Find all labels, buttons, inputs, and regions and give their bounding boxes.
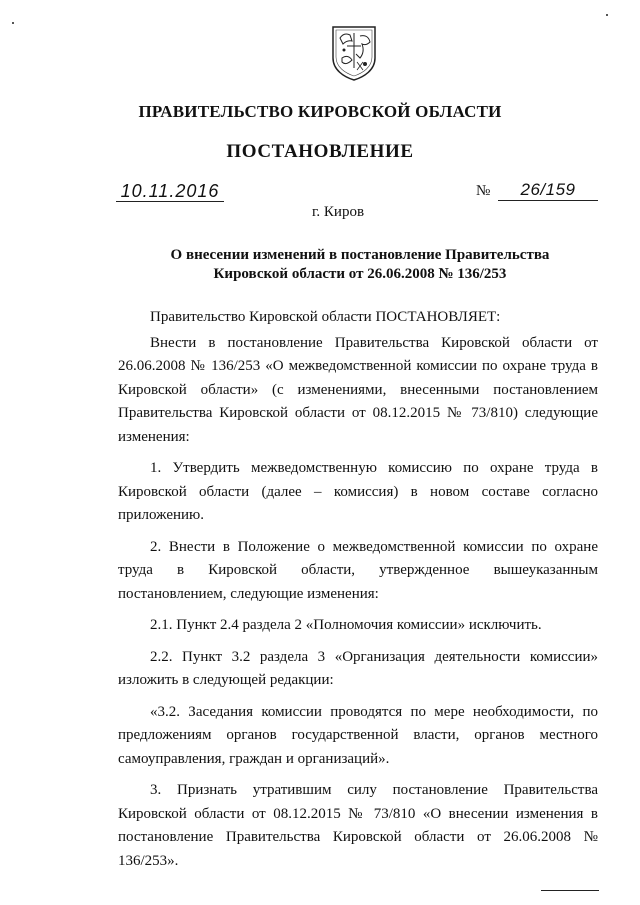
document-date: 10.11.2016 xyxy=(116,181,224,202)
document-number: 26/159 xyxy=(498,180,598,201)
scan-speck xyxy=(606,14,608,16)
organization-name: ПРАВИТЕЛЬСТВО КИРОВСКОЙ ОБЛАСТИ xyxy=(138,102,502,121)
kirov-region-coat-of-arms-icon xyxy=(330,24,378,82)
document-title: О внесении изменений в постановление Правительства Кировской области от 26.06.2008 № 136/253 xyxy=(170,247,550,282)
scan-speck xyxy=(12,22,14,24)
item-2-2-quote-paragraph: «3.2. Заседания комиссии проводятся по мере необходимости, по предложениям органов государственной власти, органов местного самоуправления, граждан и организаций». xyxy=(118,703,598,767)
document-type: ПОСТАНОВЛЕНИЕ xyxy=(226,141,414,162)
item-2-paragraph: 2. Внести в Положение о межведомственной комиссии по охране труда в Кировской области, утвержденное вышеуказанным постановлением, следующие изменения: xyxy=(118,538,598,602)
city-name: г. Киров xyxy=(311,204,365,220)
item-2-2-paragraph: 2.2. Пункт 3.2 раздела 3 «Организация деятельности комиссии» изложить в следующей редакции: xyxy=(118,648,598,688)
document-body xyxy=(118,306,598,873)
resolves-paragraph: Правительство Кировской области ПОСТАНОВЛЯЕТ: xyxy=(150,309,501,325)
footer-rule xyxy=(541,890,599,891)
item-3-paragraph: 3. Признать утратившим силу постановление Правительства Кировской области от 08.12.2015 № 73/810 «О внесении изменения в постановление Правительства Кировской области от 26.06.2008 № 136/253». xyxy=(118,782,598,869)
item-1-paragraph: 1. Утвердить межведомственную комиссию по охране труда в Кировской области (далее – комиссия) в новом составе согласно приложению. xyxy=(118,460,598,523)
item-2-1-paragraph: 2.1. Пункт 2.4 раздела 2 «Полномочия комиссии» исключить. xyxy=(150,617,542,633)
intro-paragraph: Внести в постановление Правительства Кировской области от 26.06.2008 № 136/253 «О межведомственной комиссии по охране труда в Кировской области» (с изменениями, внесенными постановлением Правительства Кировской области от 08.12.2015 № 73/810) следующие изменения: xyxy=(118,334,598,445)
number-label: № xyxy=(476,183,491,199)
